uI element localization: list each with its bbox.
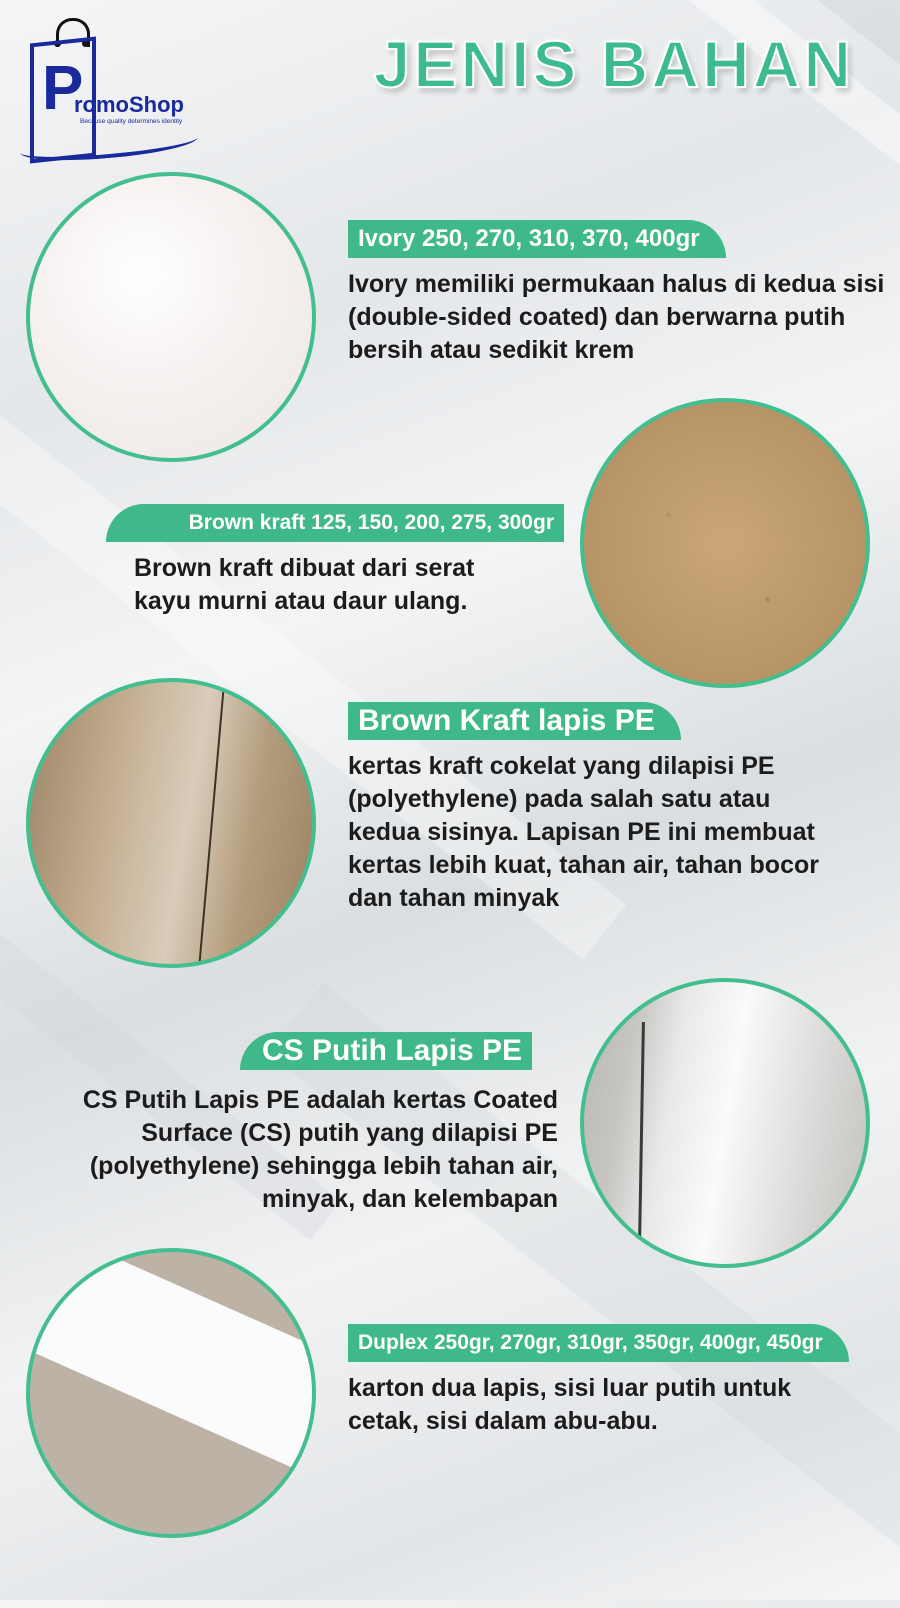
brown-kraft-sample-image <box>580 398 870 688</box>
brown-kraft-description: Brown kraft dibuat dari serat kayu murni atau daur ulang. <box>134 554 475 615</box>
brown-kraft-pe-description: kertas kraft cokelat yang dilapisi PE (polyethylene) pada salah satu atau kedua sisinya. Lapisan PE ini membuat kertas lebih kuat, tahan air, tahan bocor dan tahan minyak <box>348 752 819 912</box>
logo-name: romoShop <box>74 92 184 117</box>
ivory-description: Ivory memiliki permukaan halus di kedua sisi (double-sided coated) dan berwarna putih bersih atau sedikit krem <box>348 270 885 364</box>
promoshop-logo <box>16 14 201 159</box>
brown-kraft-label: Brown kraft 125, 150, 200, 275, 300gr <box>106 504 564 542</box>
duplex-description: karton dua lapis, sisi luar putih untuk cetak, sisi dalam abu-abu. <box>348 1374 792 1435</box>
duplex-label: Duplex 250gr, 270gr, 310gr, 350gr, 400gr, 450gr <box>348 1324 849 1362</box>
cs-putih-pe-label: CS Putih Lapis PE <box>240 1032 532 1070</box>
cs-putih-pe-description: CS Putih Lapis PE adalah kertas Coated Surface (CS) putih yang dilapisi PE (polyethylene) sehingga lebih tahan air, minyak, dan kelembapan <box>82 1086 558 1213</box>
duplex-sample-image <box>26 1248 316 1538</box>
brown-kraft-pe-sample-image <box>26 678 316 968</box>
ivory-label: Ivory 250, 270, 310, 370, 400gr <box>348 220 726 258</box>
logo-tagline: Because quality determines identity <box>80 118 183 125</box>
brown-kraft-pe-label: Brown Kraft lapis PE <box>348 702 681 740</box>
cs-putih-pe-sample-image <box>580 978 870 1268</box>
logo-initial: P <box>42 54 84 123</box>
page-title: JENIS BAHAN <box>373 27 854 101</box>
ivory-sample-image <box>26 172 316 462</box>
